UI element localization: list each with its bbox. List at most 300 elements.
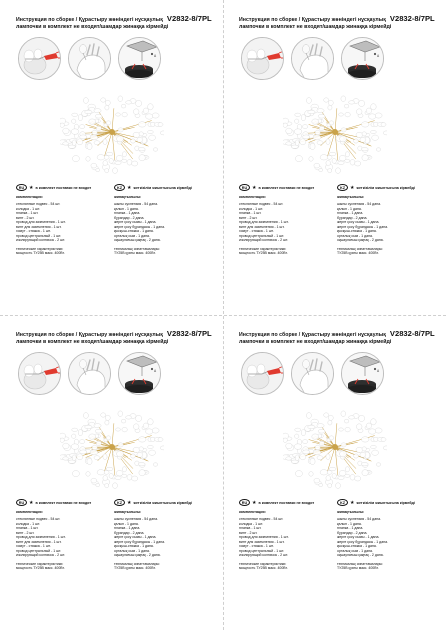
contents-columns [16,195,213,256]
glass-petal [371,419,377,425]
list-item: провод для заземления - 1 шт. [16,220,66,224]
canopy [332,129,338,135]
glass-petal [362,447,366,451]
instruction-title: Инструкция по сборке / Құрастыру жөніндегі нұсқаулық [16,332,163,338]
glass-petal [314,163,320,168]
list-item: жерге қосу сымы - 1 дана. [337,535,380,539]
glass-petal [319,441,324,445]
glass-petal [381,123,386,127]
contents-kz [337,195,435,256]
glass-petal [149,450,156,455]
glass-petal [79,125,84,129]
glass-petal [92,445,97,450]
step-circle-disassembly [241,37,284,80]
glass-petal [146,429,153,434]
bulbs-note: лампочки в комплект не входят/шамдар жинаққа кірмейді [16,339,169,345]
svg-text:A: A [154,369,157,373]
glass-petal [338,161,344,165]
glass-petal [309,472,313,477]
glass-petal [329,152,336,156]
glass-petal [315,130,320,135]
instruction-title: Инструкция по сборке / Құрастыру жөніндегі нұсқаулық [239,332,386,338]
glass-petal [356,424,362,430]
not-included-note-kz: жеткізілім жиынтығына кірмейді [133,185,192,190]
glass-petal [294,444,302,450]
glass-petal [136,100,142,106]
glass-petal [90,450,98,455]
tech-value-ru: мощность ТУ25В макс. 400Вт. [239,566,288,570]
glass-petal [122,474,127,477]
branch [112,108,114,132]
glass-petal [92,130,97,135]
not-included-note-ru: в комплект поставки не входит [35,185,92,190]
contents-heading-ru: комплектация: [16,195,43,199]
contents-columns [16,510,213,571]
list-item: изолирующий колпачок - 2 шт. [239,553,289,557]
glass-petal [371,445,377,448]
kz-badge: KZ [114,499,125,506]
glass-petal [332,474,336,479]
glass-petal [362,155,368,161]
not-included-note-kz: жеткізілім жиынтығына кірмейді [356,500,415,505]
glass-petal [309,157,313,162]
glass-petal [80,450,87,454]
canopy [109,444,115,450]
not-included-note-kz: жеткізілім жиынтығына кірмейді [356,185,415,190]
glass-petal [139,132,143,136]
glass-petal [360,452,366,457]
glass-petal [317,109,324,113]
step-circle-hand-install [68,352,111,395]
list-item: қалып - 1 дана. [337,521,362,526]
glass-petal [328,168,332,172]
glass-petal [362,132,366,136]
glass-petal [105,420,109,425]
glass-petal [326,454,330,460]
glass-petal [349,416,355,419]
glass-petal [77,454,83,460]
language-note-row [239,184,436,191]
glass-petal [158,123,163,127]
mounting-bracket-icon [119,38,161,80]
glass-petal [372,450,379,455]
glass-petal [300,139,306,145]
list-item: қысқыш-стяжка - 1 дана. [337,544,377,548]
not-included-note-ru: в комплект поставки не входит [258,185,315,190]
contents-ru [239,195,337,256]
glass-petal [72,140,76,146]
glass-petal [324,413,329,417]
glass-petal [369,114,376,119]
step-circle-disassembly [18,352,61,395]
chandelier-illustration [60,401,164,491]
glass-petal [153,148,157,151]
glass-petal [312,119,319,124]
star-icon: ★ [29,184,34,191]
glass-petal [113,168,118,174]
glass-petal [371,104,377,110]
list-item: оқшаулағыш қақпақ - 2 дана. [114,553,161,557]
glass-petal [83,98,88,104]
glass-petal [105,483,109,487]
glass-petal [318,114,325,118]
tech-heading-ru: технические характеристики: [16,246,64,251]
contents-heading-ru: комплектация: [239,510,266,514]
contents-kz [337,510,435,571]
tech-value-kz: ТУ25В қуаты макс. 400Вт. [337,566,379,570]
instruction-title: Инструкция по сборке / Құрастыру жөніндегі нұсқаулық [16,17,163,23]
glass-petal [60,123,64,127]
step-circle-disassembly [241,352,284,395]
glass-petal [68,145,75,148]
glass-petal [300,454,306,460]
title-row [239,14,436,23]
glass-petal [345,152,349,157]
list-item: жерге қосу бұрандасы - 1 дана. [114,224,166,229]
bulbs-note: лампочки в комплект не входят/шамдар жинаққа кірмейді [239,24,392,30]
glass-petal [341,96,346,102]
list-item: оқшаулағыш қақпақ - 2 дана. [337,238,384,242]
glass-petal [359,415,365,421]
tech-heading-kz: техникалық сипаттамалары: [114,561,161,566]
contents-ru [16,195,114,256]
glass-petal [313,135,321,140]
instruction-panel [223,0,446,315]
ru-badge: RU [16,184,27,191]
glass-petal [126,101,132,104]
tech-heading-kz: техникалық сипаттамалары: [337,246,384,251]
not-included-note-ru: в комплект поставки не входит [258,500,315,505]
glass-petal [320,470,328,475]
glass-petal [139,447,143,451]
glass-petal [336,483,341,489]
list-item: стеклянные подвес - 54 шт. [239,517,284,521]
wire-glass-icon [242,353,284,395]
ru-badge: RU [16,499,27,506]
star-icon: ★ [350,499,355,506]
glass-petal [152,428,159,433]
glass-petal [329,121,334,125]
glass-petal [118,96,123,102]
glass-petal [303,135,310,139]
list-item: орталық сым - 1 дана. [337,548,373,553]
tech-heading-kz: техникалық сипаттамалары: [114,246,161,251]
model-number: V2832-8/7PL [389,14,435,23]
list-item: жерге қосу бұрандасы - 1 дана. [337,539,389,544]
glass-petal [113,483,118,489]
glass-petal [160,131,164,135]
glass-petal [152,113,159,118]
glass-petal [118,443,123,447]
glass-petal [328,415,333,420]
glass-petal [295,434,299,438]
list-item: бұрандар - 2 дана. [337,530,368,535]
wire-glass-icon [19,38,61,80]
glass-petal [372,135,379,140]
glass-petal [355,476,361,481]
svg-text:A: A [377,369,380,373]
glass-petal [105,168,109,172]
glass-petal [136,415,142,421]
glass-petal [324,98,329,102]
glass-petal [148,130,154,133]
canopy [109,129,115,135]
glass-petal [339,113,344,116]
list-item: провод центральный - 1 шт. [239,233,285,238]
glass-petal [355,161,361,166]
list-item: планка - 1 шт. [239,211,262,215]
tech-heading-ru: технические характеристики: [239,561,287,566]
tech-heading-ru: технические характеристики: [16,561,64,566]
hand-icon [69,38,111,80]
glass-petal [295,455,299,461]
glass-petal [122,112,127,117]
glass-petal [63,128,69,134]
glass-petal [319,168,323,171]
glass-petal [127,160,132,166]
svg-text:A: A [377,54,380,58]
glass-petal [89,434,96,439]
assembly-steps [18,352,213,395]
glass-petal [71,444,79,450]
glass-petal [148,445,154,448]
step-circle-hand-install [68,37,111,80]
tech-heading-kz: техникалық сипаттамалары: [337,561,384,566]
glass-petal [86,157,90,162]
step-circle-disassembly [18,37,61,80]
glass-petal [291,460,298,463]
glass-petal [329,467,336,471]
glass-petal [91,163,97,168]
star-icon: ★ [29,499,34,506]
glass-petal [122,152,126,157]
glass-petal [94,456,100,460]
glass-petal [85,425,92,429]
list-item: колодка - 1 шт. [239,521,264,526]
glass-petal [295,119,299,123]
tech-value-ru: мощность ТУ25В макс. 400Вт. [16,566,65,570]
contents-ru [16,510,114,571]
list-item: изолирующий колпачок - 2 шт. [16,553,66,557]
glass-petal [350,475,355,481]
glass-petal [96,441,101,445]
kz-badge: KZ [337,184,348,191]
glass-petal [291,145,298,148]
list-item: колодка - 1 шт. [239,206,264,211]
glass-petal [350,160,355,166]
wire-glass-icon [242,38,284,80]
glass-petal [115,161,121,165]
glass-petal [149,135,156,140]
glass-petal [106,152,113,156]
glass-petal [105,105,109,110]
glass-petal [328,483,332,487]
glass-petal [362,470,368,476]
list-item: винт для заземления - 1 шт. [239,224,285,229]
kz-badge: KZ [337,499,348,506]
branch [335,108,337,132]
list-item: винт - 2 шт. [239,530,258,535]
list-item: орталық сым - 1 дана. [337,233,373,238]
glass-petal [133,447,140,452]
branch [335,423,337,447]
title-row [239,329,436,338]
list-item: жерге қосу бұрандасы - 1 дана. [337,224,389,229]
list-item: планка - 1 дана. [337,526,364,530]
model-number: V2832-8/7PL [166,329,212,338]
list-item: провод центральный - 1 шт. [16,548,62,553]
glass-petal [341,128,346,132]
glass-petal [295,156,302,162]
glass-petal [116,113,121,116]
glass-petal [310,143,315,149]
glass-petal [360,137,366,142]
glass-petal [359,100,365,106]
glass-petal [132,476,138,481]
glass-petal [97,155,105,160]
glass-petal [344,419,348,423]
list-item: қысқыш-стяжка - 1 дана. [114,229,154,233]
glass-petal [286,457,292,460]
glass-petal [72,156,79,162]
glass-petal [143,423,148,429]
list-item: колодка - 1 шт. [16,521,41,526]
list-item: хомут - стяжка - 1 шт. [16,229,51,233]
glass-petal [103,475,108,480]
glass-petal [308,110,315,114]
glass-petal [341,411,346,417]
glass-petal [103,139,107,145]
glass-petal [317,456,323,460]
glass-petal [95,429,102,433]
glass-petal [356,447,363,452]
list-item: қалып - 1 дана. [337,206,362,211]
contents-heading-kz: жинақтылығы: [114,195,142,199]
list-item: провод для заземления - 1 шт. [239,535,289,539]
instruction-panel [0,315,223,630]
glass-petal [286,142,292,145]
glass-petal [138,437,146,442]
list-item: оқшаулағыш қақпақ - 2 дана. [337,553,384,557]
glass-petal [375,113,382,118]
glass-petal [87,143,92,149]
glass-petal [122,467,126,472]
contents-list-ru [16,517,114,558]
glass-petal [376,148,380,151]
glass-petal [132,161,138,166]
glass-petal [349,101,355,104]
glass-petal [328,105,332,110]
glass-petal [283,438,287,442]
glass-petal [94,109,101,113]
glass-petal [97,470,105,475]
assembly-steps [241,37,436,80]
list-item: шыны суспензия - 54 дана. [114,202,159,206]
chandelier-illustration [60,86,164,176]
glass-petal [319,126,324,130]
glass-petal [106,436,111,440]
list-item: планка - 1 дана. [114,526,141,530]
glass-petal [63,443,69,449]
glass-petal [90,135,98,140]
contents-columns [239,195,436,256]
glass-petal [133,424,139,430]
step-circle-mounting-plate [341,37,384,80]
mounting-bracket-icon [119,353,161,395]
glass-petal [345,427,350,432]
glass-petal [383,446,387,450]
glass-petal [295,140,299,146]
contents-heading-ru: комплектация: [239,195,266,199]
glass-petal [308,425,315,429]
kz-badge: KZ [114,184,125,191]
contents-kz [114,195,212,256]
list-item: изолирующий колпачок - 2 шт. [16,238,66,242]
list-item: орталық сым - 1 дана. [114,233,150,238]
glass-petal [361,437,369,442]
glass-petal [371,130,377,133]
star-icon: ★ [127,499,132,506]
glass-petal [63,457,69,460]
glass-petal [295,471,302,477]
title-row [16,329,213,338]
contents-heading-kz: жинақтылығы: [337,510,365,514]
glass-petal [295,428,301,431]
title-row [16,14,213,23]
list-item: винт - 2 шт. [16,530,35,535]
glass-petal [118,128,123,132]
contents-list-ru [16,202,114,243]
glass-petal [121,419,125,423]
glass-petal [146,114,153,119]
glass-petal [158,438,163,442]
not-included-note-ru: в комплект поставки не входит [35,500,92,505]
contents-ru [239,510,337,571]
glass-petal [376,463,380,466]
glass-petal [148,104,154,110]
list-item: планка - 1 шт. [239,526,262,530]
instruction-panel [223,315,446,630]
glass-petal [80,135,87,139]
glass-petal [138,463,145,466]
glass-petal [354,454,359,458]
glass-petal [83,413,88,419]
assembly-steps [18,37,213,80]
glass-petal [383,131,387,135]
list-item: бұрандар - 2 дана. [114,215,145,220]
glass-petal [103,454,107,460]
glass-petal [306,413,311,419]
glass-petal [138,148,145,151]
contents-list-kz [114,202,212,243]
glass-petal [381,438,386,442]
tech-value-kz: ТУ25В қуаты макс. 400Вт. [114,566,156,570]
step-circle-hand-install [291,37,334,80]
list-item: провод центральный - 1 шт. [239,548,285,553]
ru-badge: RU [239,499,250,506]
glass-petal [369,429,376,434]
hand-icon [292,353,334,395]
glass-petal [361,463,368,466]
glass-petal [336,168,341,174]
glass-petal [295,113,301,116]
glass-petal [326,160,331,165]
glass-petal [318,429,325,433]
glass-petal [332,159,336,164]
list-item: планка - 1 шт. [16,526,39,530]
glass-petal [366,423,371,429]
list-item: шыны суспензия - 54 дана. [114,517,159,521]
